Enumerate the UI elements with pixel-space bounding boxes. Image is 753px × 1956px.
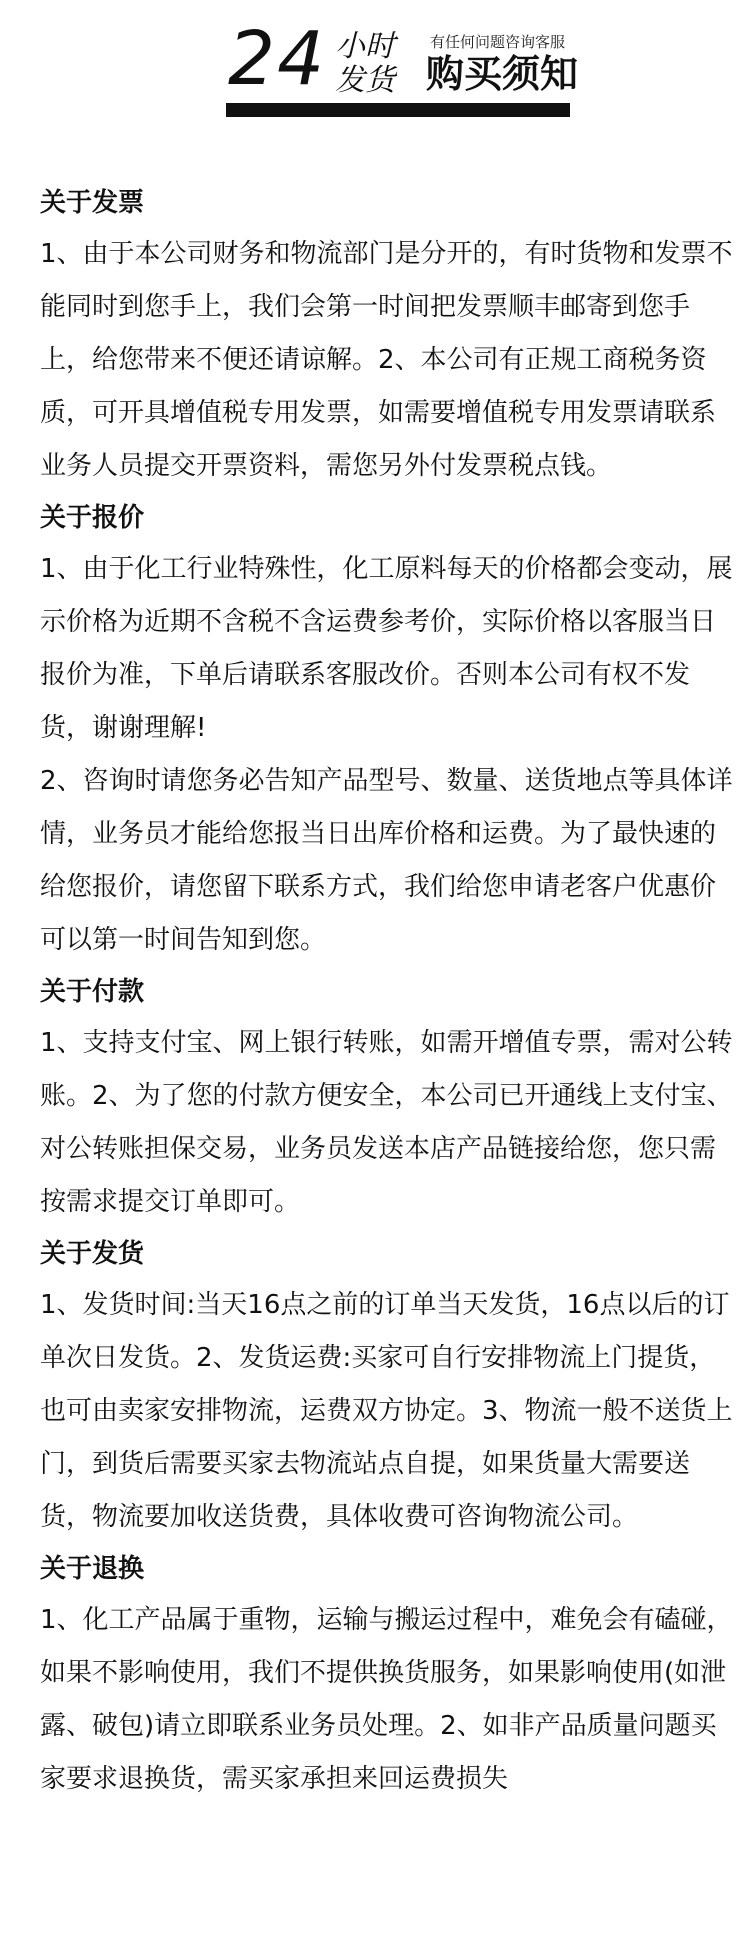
section-payment	[40, 967, 740, 1229]
header-hours-ship	[335, 30, 395, 98]
section-quote	[40, 493, 740, 967]
section-returns	[40, 1544, 740, 1806]
section-title: 关于发货	[40, 1239, 145, 1269]
notice-content	[40, 178, 740, 1806]
section-paragraph: 1、支持支付宝、网上银行转账，如需开增值专票，需对公转账。2、为了您的付款方便安全，本公司已开通线上支付宝、对公转账担保交易，业务员发送本店产品链接给您，您只需按需求提交订单即可。	[40, 1028, 733, 1217]
header-number: 24	[228, 16, 327, 102]
section-paragraph: 1、由于本公司财务和物流部门是分开的，有时货物和发票不能同时到您手上，我们会第一时间把发票顺丰邮寄到您手上，给您带来不便还请谅解。2、本公司有正规工商税务资质，可开具增值税专用发票，如需要增值税专用发票请联系业务人员提交开票资料，需您另外付发票税点钱。	[40, 239, 733, 481]
section-title: 关于付款	[40, 977, 145, 1007]
section-invoice	[40, 178, 740, 493]
header-hours: 小时	[335, 29, 395, 64]
section-title: 关于报价	[40, 503, 145, 533]
section-paragraph: 1、发货时间:当天16点之前的订单当天发货，16点以后的订单次日发货。2、发货运费:买家可自行安排物流上门提货，也可由卖家安排物流，运费双方协定。3、物流一般不送货上门，到货后需要买家去物流站点自提，如果货量大需要送货，物流要加收送货费，具体收费可咨询物流公司。	[40, 1290, 733, 1532]
section-paragraph: 2、咨询时请您务必告知产品型号、数量、送货地点等具体详情，业务员才能给您报当日出库价格和运费。为了最快速的给您报价，请您留下联系方式，我们给您申请老客户优惠价可以第一时间告知到您。	[40, 766, 733, 955]
section-title: 关于退换	[40, 1554, 145, 1584]
section-shipping	[40, 1229, 740, 1544]
header-ship: 发货	[335, 63, 395, 98]
section-paragraph: 1、由于化工行业特殊性，化工原料每天的价格都会变动，展示价格为近期不含税不含运费参考价，实际价格以客服当日报价为准，下单后请联系客服改价。否则本公司有权不发货，谢谢理解!	[40, 554, 733, 743]
page-header	[0, 0, 753, 120]
section-paragraph: 1、化工产品属于重物，运输与搬运过程中，难免会有磕碰，如果不影响使用，我们不提供换货服务，如果影响使用(如泄露、破包)请立即联系业务员处理。2、如非产品质量问题买家要求退换货，需买家承担来回运费损失	[40, 1605, 733, 1794]
header-subtitle: 有任何问题咨询客服	[430, 33, 566, 51]
section-title: 关于发票	[40, 188, 145, 218]
page-title: 购买须知	[426, 52, 579, 96]
header-underline-bar	[226, 103, 570, 117]
